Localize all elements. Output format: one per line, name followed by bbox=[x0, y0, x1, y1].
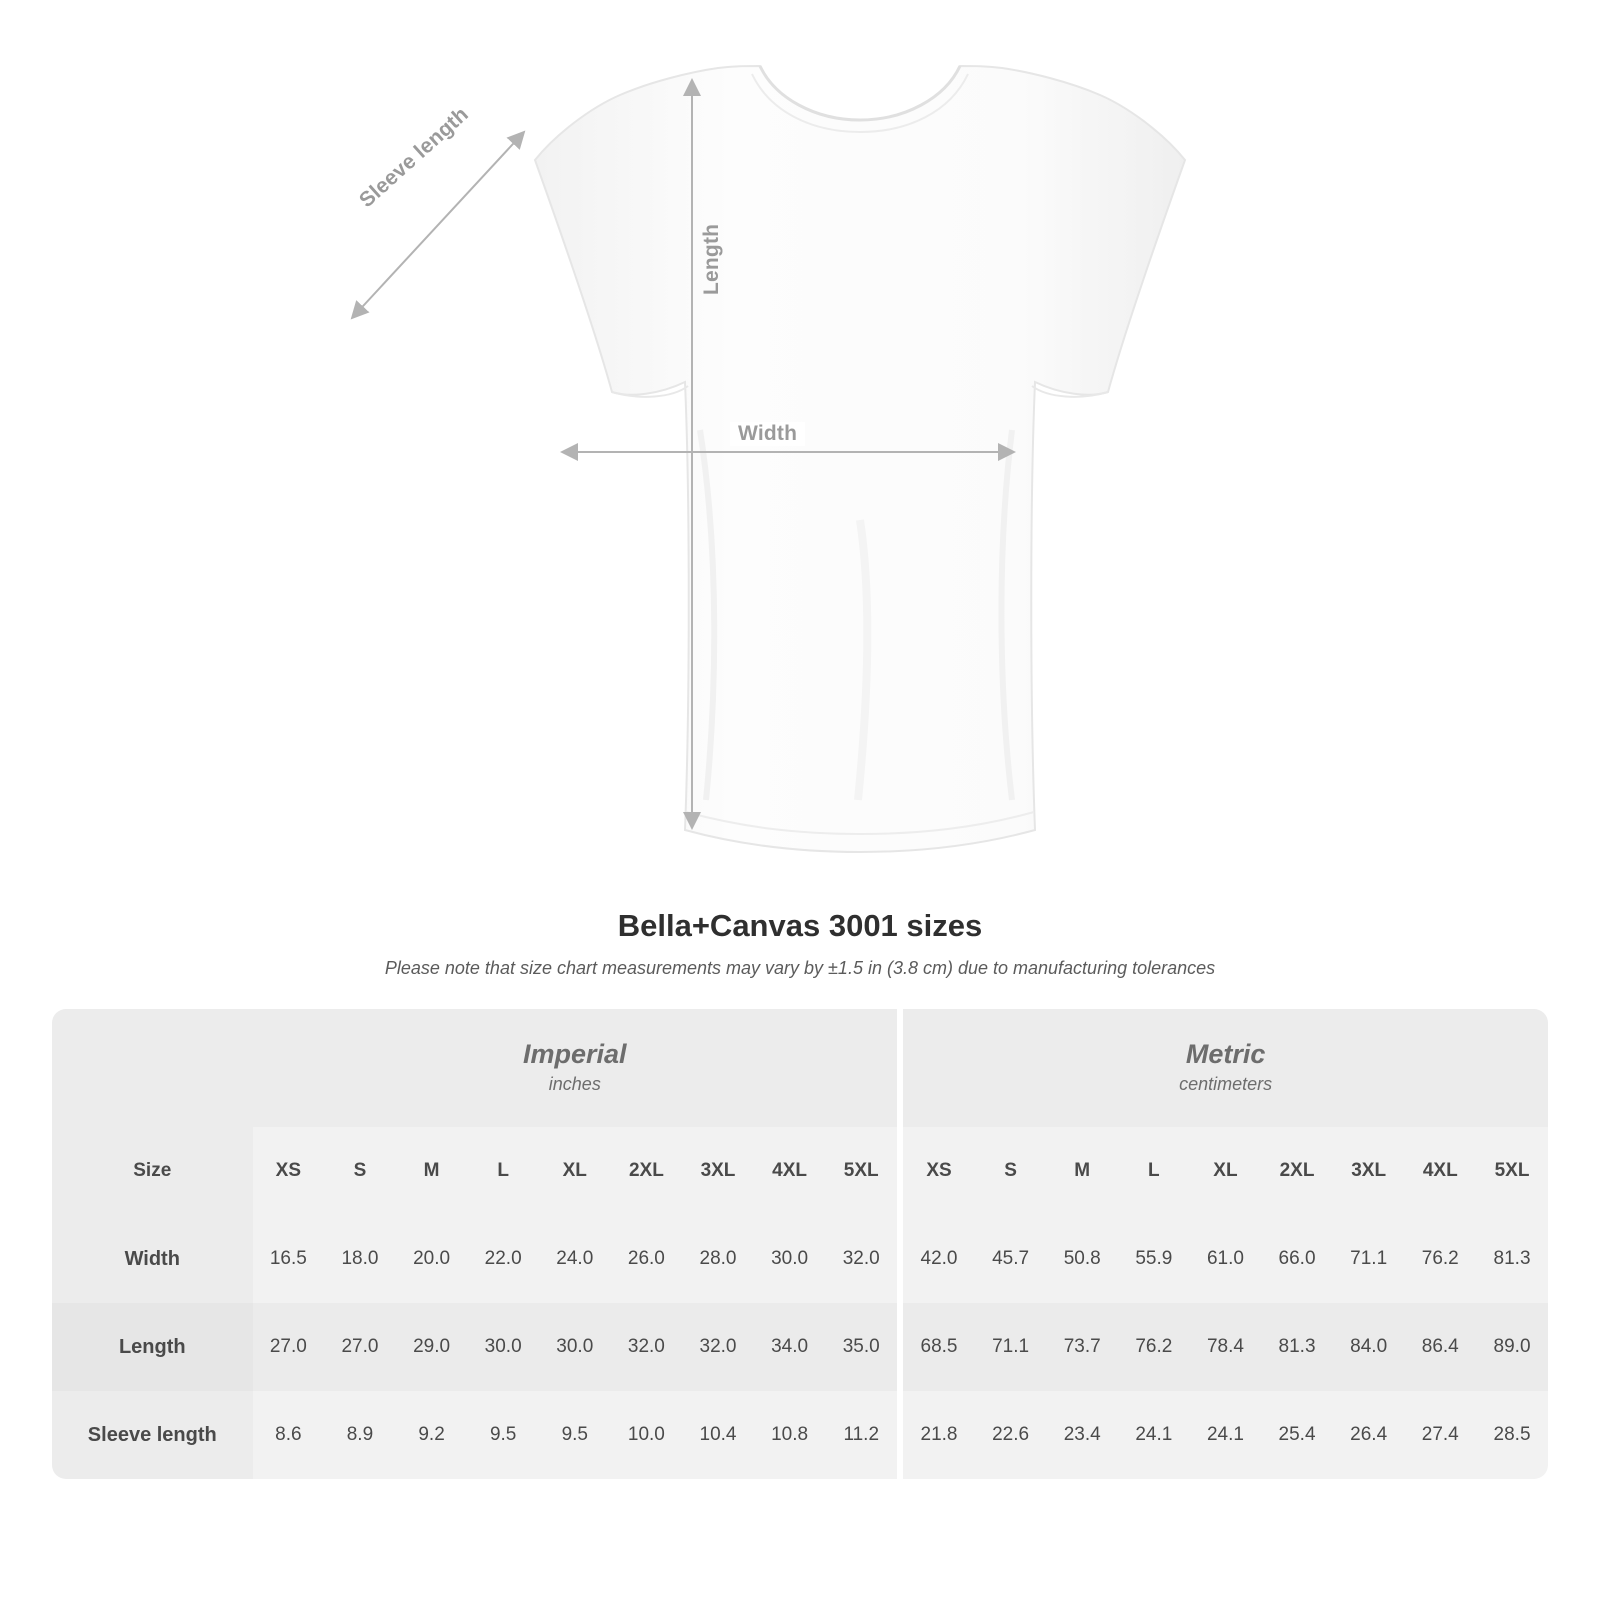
col-header-imperial-s: S bbox=[324, 1127, 396, 1215]
unit-group-imperial-unit: inches bbox=[548, 1074, 601, 1095]
cell-sleeve-imperial-l: 9.5 bbox=[467, 1391, 539, 1479]
row-label-sleeve-length: Sleeve length bbox=[52, 1391, 253, 1479]
cell-length-metric-xs: 68.5 bbox=[903, 1303, 975, 1391]
cell-width-imperial-2xl: 26.0 bbox=[611, 1215, 683, 1303]
cell-width-metric-l: 55.9 bbox=[1118, 1215, 1190, 1303]
col-header-imperial-3xl: 3XL bbox=[682, 1127, 754, 1215]
cell-length-metric-2xl: 81.3 bbox=[1261, 1303, 1333, 1391]
page-title: Bella+Canvas 3001 sizes bbox=[617, 908, 983, 943]
cell-width-metric-s: 45.7 bbox=[975, 1215, 1047, 1303]
cell-sleeve-metric-3xl: 26.4 bbox=[1333, 1391, 1405, 1479]
cell-sleeve-imperial-2xl: 10.0 bbox=[611, 1391, 683, 1479]
cell-length-metric-5xl: 89.0 bbox=[1476, 1303, 1548, 1391]
cell-sleeve-metric-m: 23.4 bbox=[1046, 1391, 1118, 1479]
col-header-metric-xs: XS bbox=[903, 1127, 975, 1215]
size-chart-table bbox=[52, 1009, 1548, 1479]
cell-sleeve-imperial-xs: 8.6 bbox=[253, 1391, 325, 1479]
unit-group-metric-name: Metric bbox=[1185, 1038, 1266, 1069]
cell-width-metric-5xl: 81.3 bbox=[1476, 1215, 1548, 1303]
cell-width-imperial-xs: 16.5 bbox=[253, 1215, 325, 1303]
cell-length-metric-xl: 78.4 bbox=[1190, 1303, 1262, 1391]
col-header-metric-3xl: 3XL bbox=[1333, 1127, 1405, 1215]
length-label: Length bbox=[700, 223, 723, 295]
cell-width-imperial-5xl: 32.0 bbox=[825, 1215, 897, 1303]
row-label-width: Width bbox=[52, 1215, 253, 1303]
unit-group-metric-unit: centimeters bbox=[1179, 1074, 1273, 1095]
cell-width-metric-xl: 61.0 bbox=[1190, 1215, 1262, 1303]
cell-length-metric-4xl: 86.4 bbox=[1404, 1303, 1476, 1391]
col-header-metric-2xl: 2XL bbox=[1261, 1127, 1333, 1215]
col-header-metric-xl: XL bbox=[1190, 1127, 1262, 1215]
col-header-imperial-m: M bbox=[396, 1127, 468, 1215]
cell-sleeve-imperial-5xl: 11.2 bbox=[825, 1391, 897, 1479]
cell-width-imperial-4xl: 30.0 bbox=[754, 1215, 826, 1303]
cell-width-metric-2xl: 66.0 bbox=[1261, 1215, 1333, 1303]
unit-group-metric bbox=[903, 1009, 1548, 1127]
cell-sleeve-imperial-3xl: 10.4 bbox=[682, 1391, 754, 1479]
cell-sleeve-metric-5xl: 28.5 bbox=[1476, 1391, 1548, 1479]
cell-sleeve-imperial-4xl: 10.8 bbox=[754, 1391, 826, 1479]
cell-length-imperial-l: 30.0 bbox=[467, 1303, 539, 1391]
unit-header-row bbox=[52, 1009, 1548, 1127]
cell-width-metric-4xl: 76.2 bbox=[1404, 1215, 1476, 1303]
cell-width-imperial-l: 22.0 bbox=[467, 1215, 539, 1303]
cell-sleeve-imperial-m: 9.2 bbox=[396, 1391, 468, 1479]
size-header-row bbox=[52, 1127, 1548, 1215]
cell-width-metric-xs: 42.0 bbox=[903, 1215, 975, 1303]
cell-width-imperial-xl: 24.0 bbox=[539, 1215, 611, 1303]
cell-sleeve-imperial-xl: 9.5 bbox=[539, 1391, 611, 1479]
col-header-imperial-4xl: 4XL bbox=[754, 1127, 826, 1215]
col-header-imperial-l: L bbox=[467, 1127, 539, 1215]
cell-sleeve-metric-2xl: 25.4 bbox=[1261, 1391, 1333, 1479]
unit-header-spacer bbox=[52, 1009, 253, 1127]
col-header-metric-s: S bbox=[975, 1127, 1047, 1215]
cell-width-imperial-s: 18.0 bbox=[324, 1215, 396, 1303]
unit-group-imperial-name: Imperial bbox=[523, 1038, 627, 1069]
cell-sleeve-imperial-s: 8.9 bbox=[324, 1391, 396, 1479]
cell-width-imperial-3xl: 28.0 bbox=[682, 1215, 754, 1303]
cell-length-imperial-3xl: 32.0 bbox=[682, 1303, 754, 1391]
col-header-metric-m: M bbox=[1046, 1127, 1118, 1215]
col-header-metric-l: L bbox=[1118, 1127, 1190, 1215]
cell-width-metric-3xl: 71.1 bbox=[1333, 1215, 1405, 1303]
cell-sleeve-metric-s: 22.6 bbox=[975, 1391, 1047, 1479]
row-header-size: Size bbox=[52, 1127, 253, 1215]
col-header-imperial-2xl: 2XL bbox=[611, 1127, 683, 1215]
cell-length-imperial-5xl: 35.0 bbox=[825, 1303, 897, 1391]
cell-sleeve-metric-l: 24.1 bbox=[1118, 1391, 1190, 1479]
cell-width-imperial-m: 20.0 bbox=[396, 1215, 468, 1303]
table-row bbox=[52, 1391, 1548, 1479]
size-chart-table-wrapper bbox=[52, 1009, 1548, 1479]
cell-length-metric-m: 73.7 bbox=[1046, 1303, 1118, 1391]
cell-sleeve-metric-xl: 24.1 bbox=[1190, 1391, 1262, 1479]
cell-sleeve-metric-xs: 21.8 bbox=[903, 1391, 975, 1479]
unit-group-imperial bbox=[253, 1009, 898, 1127]
width-label: Width bbox=[730, 422, 805, 446]
cell-length-imperial-4xl: 34.0 bbox=[754, 1303, 826, 1391]
cell-length-metric-3xl: 84.0 bbox=[1333, 1303, 1405, 1391]
col-header-imperial-xl: XL bbox=[539, 1127, 611, 1215]
cell-width-metric-m: 50.8 bbox=[1046, 1215, 1118, 1303]
table-row bbox=[52, 1303, 1548, 1391]
cell-length-metric-s: 71.1 bbox=[975, 1303, 1047, 1391]
col-header-metric-4xl: 4XL bbox=[1404, 1127, 1476, 1215]
cell-length-metric-l: 76.2 bbox=[1118, 1303, 1190, 1391]
cell-length-imperial-s: 27.0 bbox=[324, 1303, 396, 1391]
cell-length-imperial-xl: 30.0 bbox=[539, 1303, 611, 1391]
col-header-metric-5xl: 5XL bbox=[1476, 1127, 1548, 1215]
cell-sleeve-metric-4xl: 27.4 bbox=[1404, 1391, 1476, 1479]
col-header-imperial-xs: XS bbox=[253, 1127, 325, 1215]
cell-length-imperial-xs: 27.0 bbox=[253, 1303, 325, 1391]
row-label-length: Length bbox=[52, 1303, 253, 1391]
table-row bbox=[52, 1215, 1548, 1303]
sleeve-length-label: Sleeve length bbox=[355, 102, 473, 213]
tolerance-note: Please note that size chart measurements may vary by ±1.5 in (3.8 cm) due to manufacturing tolerances bbox=[384, 958, 1216, 978]
col-header-imperial-5xl: 5XL bbox=[825, 1127, 897, 1215]
cell-length-imperial-m: 29.0 bbox=[396, 1303, 468, 1391]
cell-length-imperial-2xl: 32.0 bbox=[611, 1303, 683, 1391]
chart-header bbox=[0, 908, 1600, 979]
